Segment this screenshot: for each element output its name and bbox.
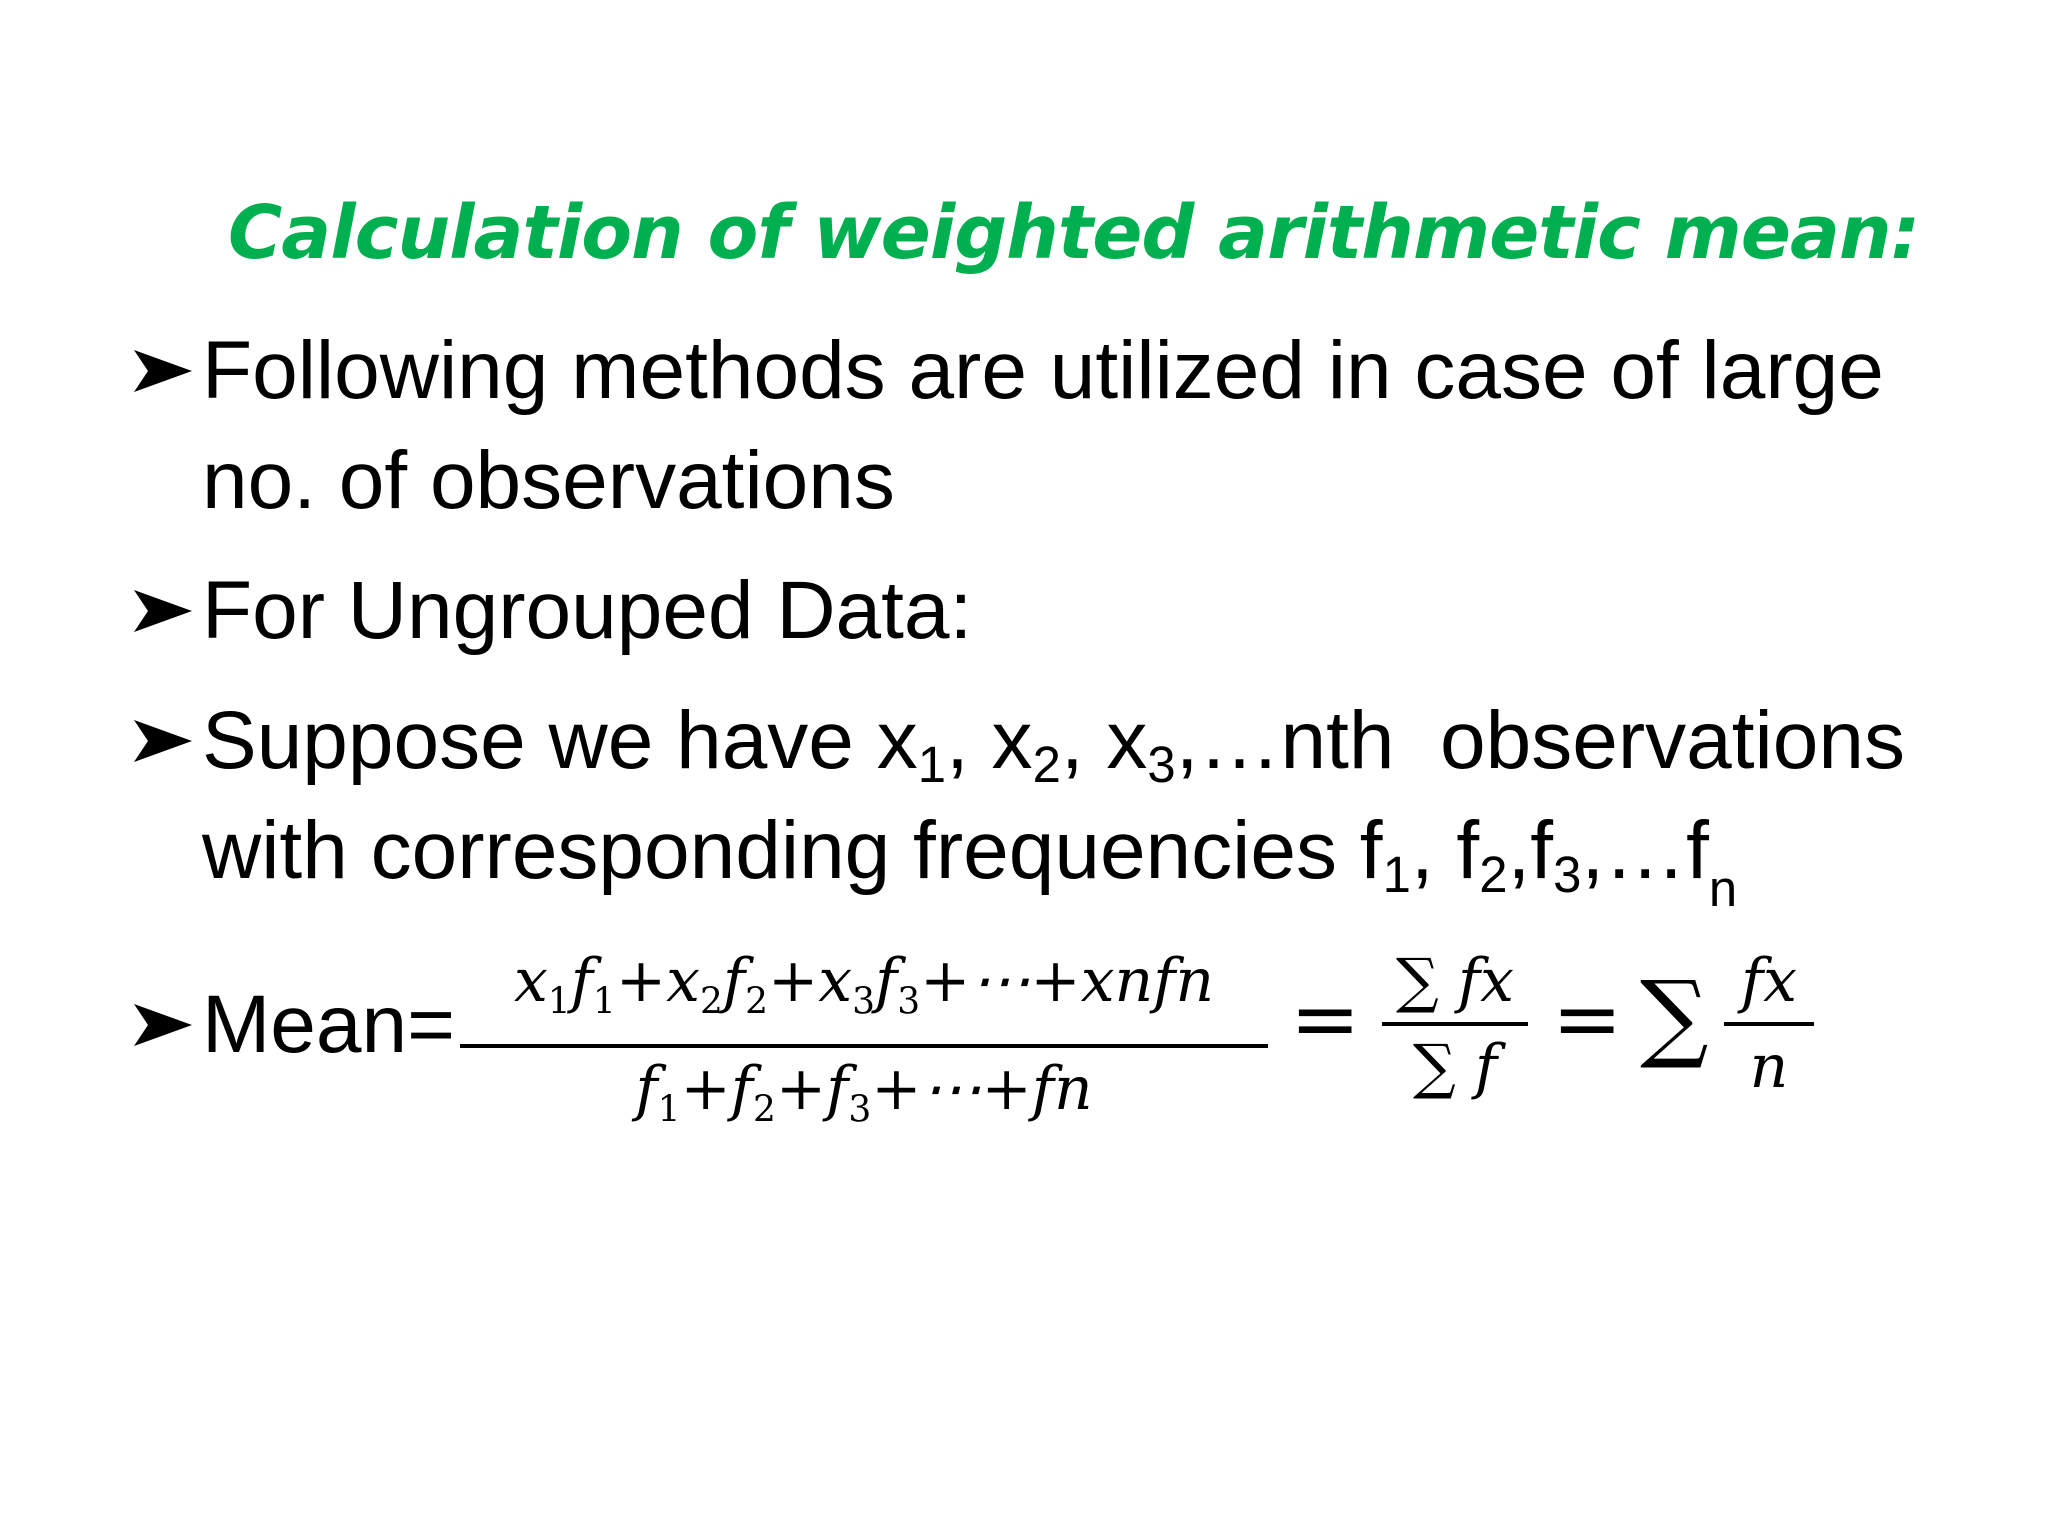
formula-denominator: [460, 1054, 1268, 1146]
formula-fraction-final: [1724, 946, 1814, 1102]
num-sub: 2: [745, 981, 768, 1023]
bullet-3-text-b: , x: [945, 695, 1033, 786]
mean-label: Mean=: [202, 979, 456, 1070]
fraction-bar: [460, 1044, 1268, 1048]
num-sub: 2: [699, 981, 723, 1023]
subscript-1: 1: [917, 736, 946, 794]
arrow-bullet-icon: [130, 556, 200, 666]
slide-title: Calculation of weighted arithmetic mean:: [228, 190, 1920, 276]
sigma-symbol: ∑: [1640, 960, 1709, 1072]
subscript-2: 2: [1032, 736, 1061, 794]
bullet-3-text-e: with corresponding frequencies f: [202, 805, 1383, 896]
bullet-3-text-d: ,…nth observations: [1175, 695, 1905, 786]
fraction-bar: [1724, 1022, 1814, 1026]
arrow-bullet-icon: [130, 686, 200, 796]
num-term: f: [570, 946, 593, 1016]
formula-numerator: [460, 946, 1268, 1038]
arrow-bullet-icon: [130, 316, 200, 426]
bullet-2: [130, 556, 1980, 666]
formula-fraction-sum: [1382, 946, 1528, 1102]
fraction-bar: [1382, 1022, 1528, 1026]
bullet-3-text-g: ,f: [1507, 805, 1554, 896]
bullet-3-line-2: [202, 796, 1738, 917]
bullet-3-line-1: [202, 686, 1905, 796]
den-sub: 2: [752, 1089, 776, 1131]
num-term: +⋯+xnfn: [920, 946, 1215, 1016]
bullet-3-text-f: , f: [1410, 805, 1480, 896]
bullet-3-text-a: Suppose we have x: [202, 695, 918, 786]
num-term: +x: [767, 946, 853, 1016]
subscript-2: 2: [1479, 846, 1508, 904]
den-sub: 3: [848, 1089, 872, 1131]
bullet-3-text-c: , x: [1060, 695, 1148, 786]
den-term: f: [635, 1053, 658, 1124]
num-term: f: [722, 946, 746, 1016]
num-term: x: [513, 946, 548, 1016]
subscript-3: 3: [1147, 736, 1176, 794]
den-term: +⋯+fn: [871, 1053, 1093, 1124]
arrow-bullet-icon: [130, 970, 200, 1080]
bullet-3: [130, 686, 1980, 917]
subscript-1: 1: [1382, 846, 1411, 904]
subscript-n: n: [1708, 859, 1738, 917]
num-sub: 1: [592, 981, 616, 1023]
equals-sign-2: =: [1552, 970, 1623, 1068]
fraction-3-denominator: n: [1749, 1032, 1789, 1102]
num-sub: 1: [547, 981, 571, 1023]
den-sub: 1: [657, 1089, 681, 1131]
subscript-3: 3: [1553, 846, 1582, 904]
num-sub: 3: [852, 981, 876, 1023]
bullet-2-text: For Ungrouped Data:: [202, 565, 973, 656]
bullet-1-line-2: no. of observations: [202, 435, 895, 526]
num-term: +x: [615, 946, 700, 1016]
bullet-1: [130, 316, 1980, 536]
fraction-2-denominator: ∑ f: [1412, 1032, 1498, 1102]
formula-fraction-main: [460, 946, 1268, 1145]
num-sub: 3: [897, 981, 921, 1023]
equals-sign-1: =: [1290, 970, 1361, 1068]
bullet-3-text-h: ,…f: [1581, 805, 1709, 896]
fraction-2-numerator: ∑ fx: [1396, 946, 1514, 1016]
num-term: f: [875, 946, 898, 1016]
bullet-1-line-1: Following methods are utilized in case of large: [202, 325, 1884, 416]
den-term: +f: [775, 1053, 849, 1124]
fraction-3-numerator: fx: [1740, 946, 1798, 1016]
den-term: +f: [680, 1053, 753, 1124]
